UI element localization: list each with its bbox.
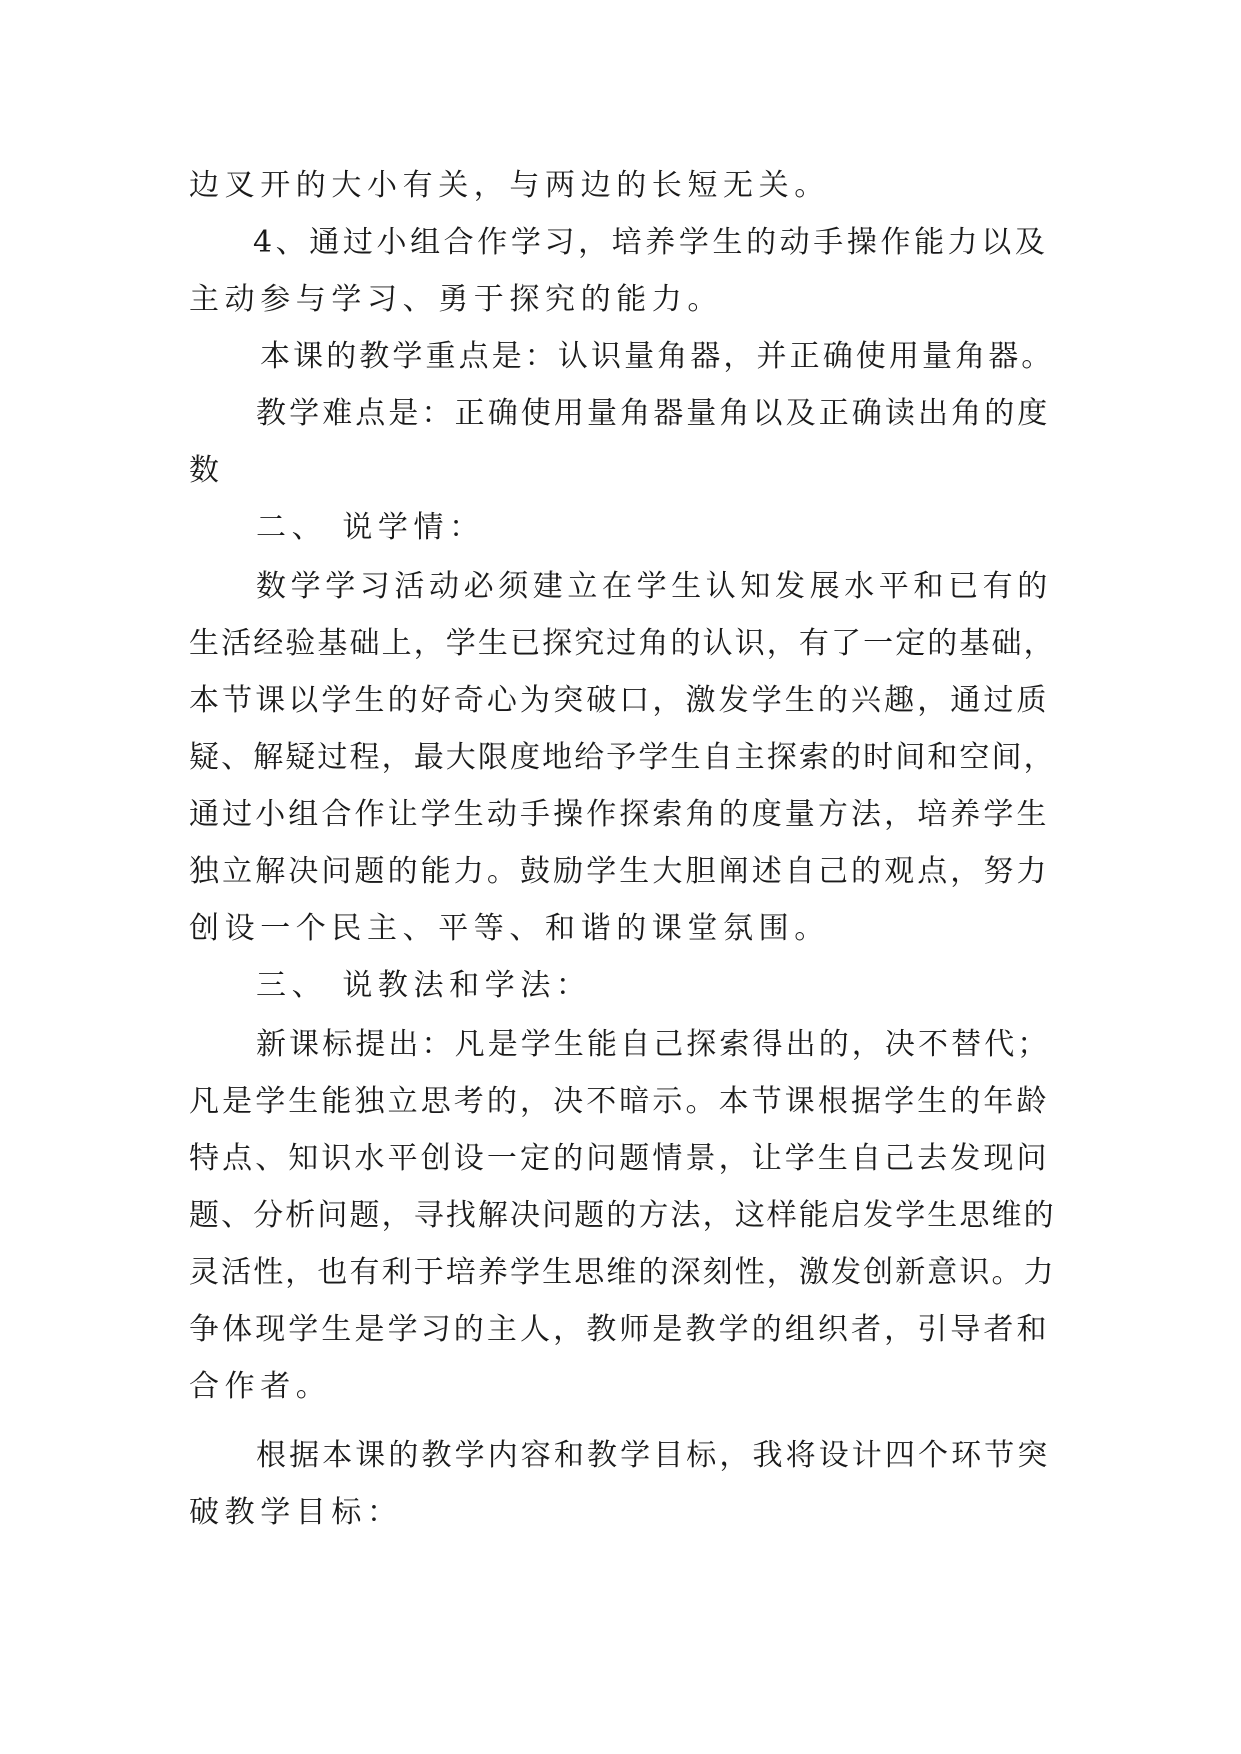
text-line: 本课的教学重点是：认识量角器，并正确使用量角器。 bbox=[260, 339, 1055, 374]
section-heading: 二、 说学情： bbox=[256, 510, 485, 545]
text-line: 新课标提出：凡是学生能自己探索得出的，决不替代； bbox=[256, 1027, 1051, 1062]
section-heading: 三、 说教法和学法： bbox=[256, 968, 592, 1003]
text-line: 生活经验基础上，学生已探究过角的认识，有了一定的基础， bbox=[189, 626, 1056, 661]
text-line: 根据本课的教学内容和教学目标，我将设计四个环节突 bbox=[256, 1438, 1051, 1473]
text-line: 独立解决问题的能力。鼓励学生大胆阐述自己的观点，努力 bbox=[189, 854, 1050, 889]
text-line: 教学难点是：正确使用量角器量角以及正确读出角的度 bbox=[256, 396, 1051, 431]
text-line: 题、分析问题，寻找解决问题的方法，这样能启发学生思维的 bbox=[189, 1198, 1056, 1233]
text-line: 特点、知识水平创设一定的问题情景，让学生自己去发现问 bbox=[189, 1141, 1050, 1176]
text-line: 数学学习活动必须建立在学生认知发展水平和已有的 bbox=[256, 569, 1052, 604]
text-line: 4、通过小组合作学习，培养学生的动手操作能力以及 bbox=[253, 225, 1049, 260]
text-line: 通过小组合作让学生动手操作探索角的度量方法，培养学生 bbox=[189, 797, 1050, 832]
text-line: 创设一个民主、平等、和谐的课堂氛围。 bbox=[189, 911, 830, 946]
text-line: 凡是学生能独立思考的，决不暗示。本节课根据学生的年龄 bbox=[189, 1084, 1050, 1119]
text-line: 争体现学生是学习的主人，教师是教学的组织者，引导者和 bbox=[189, 1312, 1050, 1347]
text-line: 疑、解疑过程，最大限度地给予学生自主探索的时间和空间， bbox=[189, 740, 1056, 775]
text-line: 灵活性，也有利于培养学生思维的深刻性，激发创新意识。力 bbox=[189, 1255, 1056, 1290]
text-line: 主动参与学习、勇于探究的能力。 bbox=[189, 282, 723, 317]
text-line: 边叉开的大小有关，与两边的长短无关。 bbox=[189, 168, 830, 203]
text-line: 本节课以学生的好奇心为突破口，激发学生的兴趣，通过质 bbox=[189, 683, 1050, 718]
text-line: 数 bbox=[189, 453, 225, 488]
text-line: 合作者。 bbox=[189, 1369, 332, 1404]
text-line: 破教学目标： bbox=[189, 1495, 403, 1530]
